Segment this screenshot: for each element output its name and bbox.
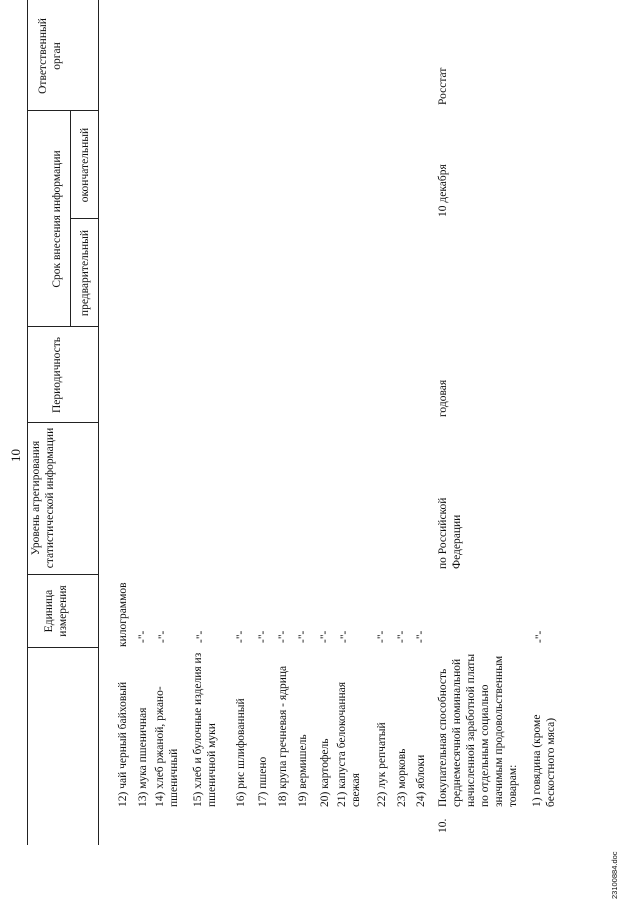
item-name: 17) пшено	[257, 756, 269, 807]
item-unit: -"-	[415, 630, 427, 643]
header-deadline: Срок внесения информации	[51, 150, 63, 288]
item-name: 16) рис шлифованный	[235, 698, 247, 807]
divider-deadline	[27, 326, 99, 327]
row10-periodicity: годовая	[437, 379, 449, 417]
document-id: 23100884.doc	[610, 851, 619, 899]
item-name: 23) морковь	[396, 748, 408, 807]
header-responsible: Ответственный орган	[37, 18, 63, 94]
item-name: 12) чай черный байховый	[117, 681, 129, 807]
item-unit: -"-	[277, 630, 289, 643]
row10-aggregation: по Российской Федерации	[437, 497, 463, 569]
header-periodicity: Периодичность	[51, 336, 63, 414]
item-name: 1) говядина (кроме бескостного мяса)	[531, 714, 557, 807]
header-final: окончательный	[79, 127, 91, 203]
item-unit: -"-	[396, 630, 408, 643]
item-unit: -"-	[157, 630, 169, 643]
item-unit: -"-	[257, 630, 269, 643]
divider-prelim-final	[70, 218, 99, 219]
page-number: 10	[8, 449, 23, 462]
item-name: 22) лук репчатый	[376, 722, 388, 807]
item-name: 20) картофель	[319, 738, 331, 807]
item-name: 13) мука пшеничная	[137, 707, 149, 807]
item-unit: -"-	[137, 630, 149, 643]
item-unit: -"-	[235, 630, 247, 643]
item-name: 14) хлеб ржаной, ржано-пшеничный	[154, 686, 180, 807]
item-unit: -"-	[534, 630, 546, 643]
row10-final: 10 декабря	[437, 164, 449, 217]
item-unit: -"-	[297, 630, 309, 643]
divider-responsible	[27, 110, 99, 111]
row10-name: Покупательная способность среднемесячной номинальной начисленной заработной платы по отдельным социально значимым продовольственным товарам:	[437, 653, 519, 807]
divider-aggregation	[27, 574, 99, 575]
row-number: 10.	[437, 818, 449, 833]
item-unit: -"-	[319, 630, 331, 643]
item-name: 21) капуста белокочанная свежая	[336, 681, 362, 807]
item-name: 18) крупа гречневая - ядрица	[277, 665, 289, 807]
item-unit: -"-	[195, 630, 207, 643]
deadline-subheader-border	[70, 111, 71, 327]
divider-unit	[27, 647, 99, 648]
item-unit: -"-	[339, 630, 351, 643]
item-unit: килограммов	[117, 582, 129, 647]
header-aggregation: Уровень агрегирования статистической информации	[30, 427, 56, 569]
item-name: 19) вермишель	[297, 734, 309, 807]
header-preliminary: предварительный	[79, 229, 91, 317]
header-unit: Единица измерения	[43, 585, 69, 637]
divider-periodicity	[27, 422, 99, 423]
item-name: 24) яблоки	[415, 754, 427, 807]
row10-responsible: Росстат	[437, 67, 449, 105]
item-unit: -"-	[376, 630, 388, 643]
item-name: 15) хлеб и булочные изделия из пшеничной муки	[192, 652, 218, 807]
